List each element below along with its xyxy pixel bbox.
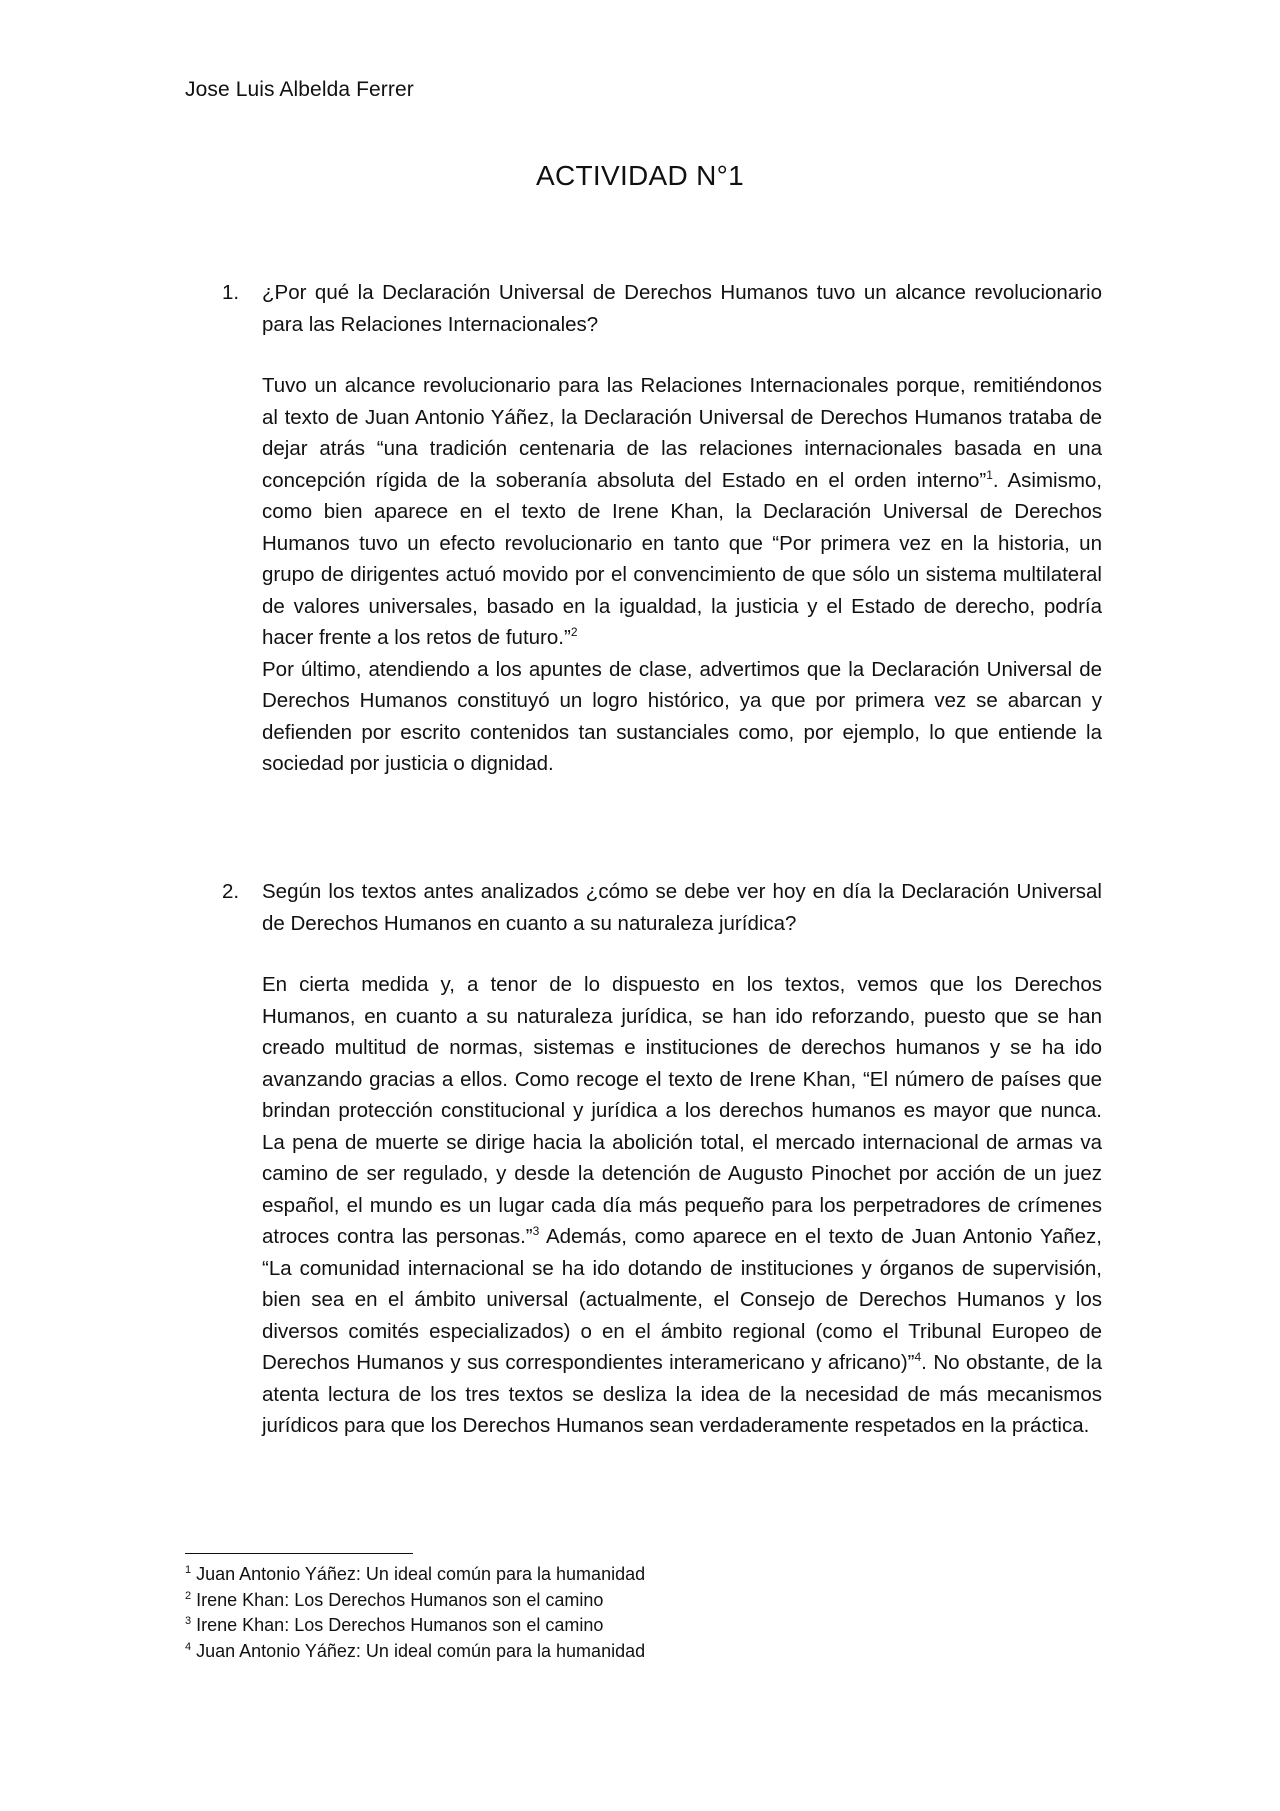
answer-paragraph: Por último, atendiendo a los apuntes de clase, advertimos que la Declaración Universal de Derechos Humanos constituyó un logro histórico, ya que por primera vez se abarcan y defienden por escrito contenidos tan sustanciales como, por ejemplo, lo que entiende la sociedad por justicia o dignidad. (262, 657, 1102, 775)
question-number: 2. (222, 880, 240, 903)
footnote-ref: 1 (986, 467, 993, 482)
answer-text: Tuvo un alcance revolucionario para las Relaciones Internacionales porque, remitiéndonos al texto de Juan Antonio Yáñez, la Declaración Universal de Derechos Humanos trataba de dejar atrás “una tradición centenaria de las relaciones internacionales basada en una concepción rígida de la soberanía absoluta del Estado en el orden interno” (262, 374, 1102, 492)
footnote-text: Juan Antonio Yáñez: Un ideal común para la humanidad (191, 1640, 646, 1661)
answer-text: . No obstante, de la atenta lectura de los tres textos se desliza la idea de la necesidad de más mecanismos jurídicos para que los Derechos Humanos sean verdaderamente respetados en la práctica. (262, 1351, 1102, 1437)
question-1 (222, 277, 1102, 780)
footnote-text: Irene Khan: Los Derechos Humanos son el camino (191, 1615, 604, 1635)
footnote-text: Juan Antonio Yáñez: Un ideal común para la humanidad (191, 1564, 646, 1584)
footnote-item (185, 1613, 885, 1639)
question-text: Según los textos antes analizados ¿cómo se debe ver hoy en día la Declaración Universal de Derechos Humanos en cuanto a su naturaleza jurídica? (262, 880, 1102, 935)
footnote-ref: 2 (570, 625, 578, 640)
footnote-item (185, 1588, 885, 1614)
footnote-mark: 3 (185, 1615, 192, 1627)
answer-text: . Asimismo, como bien aparece en el texto de Irene Khan, la Declaración Universal de Derechos Humanos tuvo un efecto revolucionario en tanto que “Por primera vez en la historia, un grupo de dirigentes actuó movido por el convencimiento de que sólo un sistema multilateral de valores universales, basado en la igualdad, la justicia y el Estado de derecho, podría hacer frente a los retos de futuro.” (262, 468, 1102, 649)
footnote-ref: 4 (914, 1350, 922, 1365)
document-title: ACTIVIDAD N°1 (535, 160, 745, 191)
footnote-text: Irene Khan: Los Derechos Humanos son el camino (191, 1589, 604, 1610)
answer-text: En cierta medida y, a tenor de lo dispuesto en los textos, vemos que los Derechos Humanos, en cuanto a su naturaleza jurídica, se han ido reforzando, puesto que se han creado multitud de normas, sistemas e instituciones de derechos humanos y se ha ido avanzando gracias a ellos. Como recoge el texto de Irene Khan, “El número de países que brindan protección constitucional y jurídica a los derechos humanos es mayor que nunca. La pena de muerte se dirige hacia la abolición total, el mercado internacional de armas va camino de ser regulado, y desde la detención de Augusto Pinochet por acción de un juez español, el mundo es un lugar cada día más pequeño para los perpetradores de crímenes atroces contra las personas.” (262, 973, 1102, 1248)
footnote-mark: 1 (185, 1564, 192, 1576)
answer-paragraph (262, 370, 1102, 654)
question-text: ¿Por qué la Declaración Universal de Derechos Humanos tuvo un alcance revolucionario para las Relaciones Internacionales? (262, 281, 1102, 336)
footnote-ref: 3 (532, 1224, 540, 1239)
question-2 (222, 876, 1102, 1442)
footnote-mark: 4 (185, 1640, 192, 1653)
footnote-item (185, 1562, 885, 1588)
author-name: Jose Luis Albelda Ferrer (185, 78, 414, 101)
question-number: 1. (222, 281, 240, 304)
footnote-separator (185, 1553, 413, 1554)
footnote-mark: 2 (185, 1589, 192, 1602)
answer-text: Además, como aparece en el texto de Juan Antonio Yañez, “La comunidad internacional se ha ido dotando de instituciones y órganos de supervisión, bien sea en el ámbito universal (actualmente, el Consejo de Derechos Humanos y los diversos comités especializados) o en el ámbito regional (como el Tribunal Europeo de Derechos Humanos y sus correspondientes interamericano y africano)” (262, 1225, 1102, 1374)
footnote-item (185, 1639, 885, 1665)
footnotes (185, 1562, 885, 1664)
answer-paragraph (262, 969, 1102, 1442)
